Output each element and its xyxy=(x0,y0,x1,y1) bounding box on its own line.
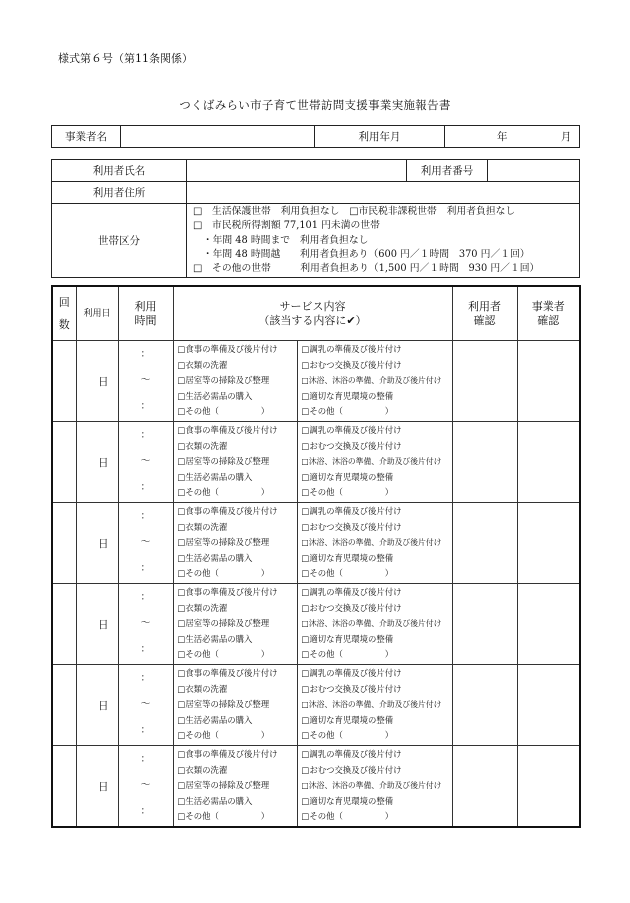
time-tilde: ～ xyxy=(140,780,151,791)
service-option[interactable]: □おむつ交換及び後片付け xyxy=(301,764,402,775)
category-line[interactable]: □ 生活保護世帯 利用負担なし □市民税非課税世帯 利用者負担なし xyxy=(193,206,516,217)
service-header-line: （該当する内容に✔） xyxy=(258,313,367,327)
service-option[interactable]: □沐浴、沐浴の準備、介助及び後片付け xyxy=(301,781,442,791)
time-start: ： xyxy=(140,430,151,441)
service-option[interactable]: □調乳の準備及び後片付け xyxy=(301,425,402,435)
service-option[interactable]: □沐浴、沐浴の準備、介助及び後片付け xyxy=(301,700,442,710)
service-option[interactable]: □おむつ交換及び後片付け xyxy=(301,683,402,694)
service-left-cell[interactable] xyxy=(173,746,297,828)
service-left-cell[interactable] xyxy=(173,341,297,422)
time-start: ： xyxy=(140,754,151,765)
service-row xyxy=(52,746,580,828)
service-option[interactable]: □調乳の準備及び後片付け xyxy=(301,587,402,597)
service-option[interactable]: □生活必需品の購入 xyxy=(177,714,253,725)
service-option[interactable]: □衣類の洗濯 xyxy=(177,764,228,775)
user-confirm-cell[interactable] xyxy=(452,746,517,828)
service-option[interactable]: □調乳の準備及び後片付け xyxy=(301,668,402,678)
time-start: ： xyxy=(140,592,151,603)
category-line[interactable]: □ その他の世帯 利用者負担あり（1,500 円／１時間 930 円／１回） xyxy=(193,263,540,275)
user-address-field[interactable] xyxy=(187,182,580,204)
service-option[interactable]: □その他（ ） xyxy=(177,811,270,822)
user-confirm-cell[interactable] xyxy=(452,341,517,422)
user-info-table xyxy=(51,159,580,278)
category-line: ・年間 48 時間まで 利用者負担なし xyxy=(193,234,369,246)
provider-name-label: 事業者名 xyxy=(52,126,121,148)
count-cell[interactable] xyxy=(52,422,76,503)
time-cell[interactable] xyxy=(118,341,173,422)
service-option[interactable]: □居室等の掃除及び整理 xyxy=(177,780,270,791)
service-option[interactable]: □沐浴、沐浴の準備、介助及び後片付け xyxy=(301,619,442,629)
month-unit: 月 xyxy=(560,131,572,143)
service-header-line: サービス内容 xyxy=(279,299,346,313)
service-option[interactable]: □居室等の掃除及び整理 xyxy=(177,699,270,710)
day-cell[interactable]: 日 xyxy=(76,341,118,422)
usage-month-label: 利用年月 xyxy=(315,126,445,148)
service-right-cell[interactable] xyxy=(297,584,452,665)
service-option[interactable]: □その他（ ） xyxy=(301,730,394,741)
service-option[interactable]: □その他（ ） xyxy=(301,487,394,498)
time-start: ： xyxy=(140,673,151,684)
service-option[interactable]: □適切な育児環境の整備 xyxy=(301,471,394,482)
household-category-label: 世帯区分 xyxy=(52,204,187,278)
household-category-options[interactable] xyxy=(187,204,580,278)
time-end: ： xyxy=(140,806,151,817)
provider-name-field[interactable] xyxy=(121,126,315,148)
service-option[interactable]: □その他（ ） xyxy=(301,811,394,822)
service-option[interactable]: □おむつ交換及び後片付け xyxy=(301,359,402,370)
service-option[interactable]: □その他（ ） xyxy=(301,568,394,579)
provider-confirm-cell[interactable] xyxy=(517,746,580,828)
provider-confirm-header-line: 事業者 xyxy=(531,299,565,313)
service-option[interactable]: □居室等の掃除及び整理 xyxy=(177,537,270,548)
service-option[interactable]: □生活必需品の購入 xyxy=(177,552,253,563)
service-option[interactable]: □沐浴、沐浴の準備、介助及び後片付け xyxy=(301,457,442,467)
time-cell[interactable] xyxy=(118,665,173,746)
service-right-cell[interactable] xyxy=(297,746,452,828)
user-address-label: 利用者住所 xyxy=(52,182,187,204)
service-option[interactable]: □調乳の準備及び後片付け xyxy=(301,749,402,759)
service-left-cell[interactable] xyxy=(173,422,297,503)
service-right-cell[interactable] xyxy=(297,665,452,746)
time-cell[interactable] xyxy=(118,584,173,665)
service-option[interactable]: □適切な育児環境の整備 xyxy=(301,795,394,806)
service-option[interactable]: □居室等の掃除及び整理 xyxy=(177,618,270,629)
service-option[interactable]: □衣類の洗濯 xyxy=(177,359,228,370)
time-header-line: 利用 xyxy=(134,299,157,313)
service-option[interactable]: □その他（ ） xyxy=(177,568,270,579)
service-row xyxy=(52,503,580,584)
day-cell[interactable]: 日 xyxy=(76,503,118,584)
service-row xyxy=(52,584,580,665)
time-header xyxy=(118,286,173,341)
provider-confirm-header xyxy=(517,286,580,341)
day-cell[interactable]: 日 xyxy=(76,422,118,503)
time-cell[interactable] xyxy=(118,503,173,584)
time-end: ： xyxy=(140,644,151,655)
service-option[interactable]: □適切な育児環境の整備 xyxy=(301,714,394,725)
time-end: ： xyxy=(140,563,151,574)
service-option[interactable]: □衣類の洗濯 xyxy=(177,683,228,694)
count-cell[interactable] xyxy=(52,584,76,665)
service-option[interactable]: □その他（ ） xyxy=(301,649,394,660)
service-option[interactable]: □適切な育児環境の整備 xyxy=(301,633,394,644)
provider-confirm-cell[interactable] xyxy=(517,665,580,746)
service-option[interactable]: □食事の準備及び後片付け xyxy=(177,749,278,759)
user-confirm-cell[interactable] xyxy=(452,665,517,746)
time-start: ： xyxy=(140,511,151,522)
user-name-label: 利用者氏名 xyxy=(52,160,187,182)
time-end: ： xyxy=(140,725,151,736)
service-option[interactable]: □食事の準備及び後片付け xyxy=(177,668,278,678)
service-option[interactable]: □衣類の洗濯 xyxy=(177,602,228,613)
service-option[interactable]: □食事の準備及び後片付け xyxy=(177,587,278,597)
service-row xyxy=(52,422,580,503)
service-option[interactable]: □その他（ ） xyxy=(301,406,394,417)
usage-month-field[interactable] xyxy=(445,126,580,148)
day-cell[interactable]: 日 xyxy=(76,584,118,665)
service-option[interactable]: □生活必需品の購入 xyxy=(177,795,253,806)
service-option[interactable]: □おむつ交換及び後片付け xyxy=(301,440,402,451)
service-option[interactable]: □調乳の準備及び後片付け xyxy=(301,506,402,516)
user-confirm-cell[interactable] xyxy=(452,422,517,503)
service-option[interactable]: □生活必需品の購入 xyxy=(177,471,253,482)
count-header-line: 回 xyxy=(58,295,70,309)
service-left-cell[interactable] xyxy=(173,503,297,584)
service-option[interactable]: □衣類の洗濯 xyxy=(177,440,228,451)
service-option[interactable]: □おむつ交換及び後片付け xyxy=(301,602,402,613)
time-tilde: ～ xyxy=(140,456,151,467)
category-line: ・年間 48 時間越 利用者負担あり（600 円／１時間 370 円／１回） xyxy=(193,248,530,260)
count-cell[interactable] xyxy=(52,503,76,584)
service-option[interactable]: □その他（ ） xyxy=(177,730,270,741)
service-option[interactable]: □調乳の準備及び後片付け xyxy=(301,344,402,354)
time-cell[interactable] xyxy=(118,746,173,828)
service-row xyxy=(52,665,580,746)
user-number-field[interactable] xyxy=(488,160,580,182)
provider-confirm-cell[interactable] xyxy=(517,422,580,503)
year-unit: 年 xyxy=(497,131,508,143)
service-left-cell[interactable] xyxy=(173,665,297,746)
count-cell[interactable] xyxy=(52,341,76,422)
service-option[interactable]: □その他（ ） xyxy=(177,406,270,417)
service-option[interactable]: □その他（ ） xyxy=(177,649,270,660)
time-end: ： xyxy=(140,482,151,493)
day-cell[interactable]: 日 xyxy=(76,746,118,828)
time-cell[interactable] xyxy=(118,422,173,503)
time-tilde: ～ xyxy=(140,375,151,386)
day-cell[interactable]: 日 xyxy=(76,665,118,746)
service-option[interactable]: □適切な育児環境の整備 xyxy=(301,390,394,401)
time-header-line: 時間 xyxy=(134,313,157,327)
form-number-label: 様式第６号（第11条関係） xyxy=(58,52,193,65)
service-option[interactable]: □おむつ交換及び後片付け xyxy=(301,521,402,532)
provider-confirm-cell[interactable] xyxy=(517,503,580,584)
provider-confirm-header-line: 確認 xyxy=(537,313,560,327)
category-line[interactable]: □ 市民税所得割額 77,101 円未満の世帯 xyxy=(193,220,380,232)
document-title: つくばみらい市子育て世帯訪問支援事業実施報告書 xyxy=(179,98,451,112)
time-tilde: ～ xyxy=(140,699,151,710)
time-start: ： xyxy=(140,349,151,360)
time-end: ： xyxy=(140,401,151,412)
user-confirm-header-line: 利用者 xyxy=(468,299,501,313)
day-header: 利用日 xyxy=(76,286,118,341)
count-cell[interactable] xyxy=(52,665,76,746)
time-tilde: ～ xyxy=(140,537,151,548)
service-option[interactable]: □居室等の掃除及び整理 xyxy=(177,375,270,386)
service-header xyxy=(173,286,452,341)
service-option[interactable]: □食事の準備及び後片付け xyxy=(177,506,278,516)
service-option[interactable]: □沐浴、沐浴の準備、介助及び後片付け xyxy=(301,376,442,386)
service-option[interactable]: □食事の準備及び後片付け xyxy=(177,425,278,435)
time-tilde: ～ xyxy=(140,618,151,629)
service-row xyxy=(52,341,580,422)
provider-confirm-cell[interactable] xyxy=(517,341,580,422)
service-option[interactable]: □生活必需品の購入 xyxy=(177,390,253,401)
user-confirm-cell[interactable] xyxy=(452,503,517,584)
user-number-label: 利用者番号 xyxy=(407,160,488,182)
service-option[interactable]: □居室等の掃除及び整理 xyxy=(177,456,270,467)
service-log-table xyxy=(51,285,581,828)
service-option[interactable]: □衣類の洗濯 xyxy=(177,521,228,532)
service-option[interactable]: □その他（ ） xyxy=(177,487,270,498)
count-header xyxy=(52,286,76,341)
provider-table xyxy=(51,125,580,148)
service-right-cell[interactable] xyxy=(297,341,452,422)
service-option[interactable]: □食事の準備及び後片付け xyxy=(177,344,278,354)
user-confirm-header-line: 確認 xyxy=(473,313,496,327)
service-left-cell[interactable] xyxy=(173,584,297,665)
service-option[interactable]: □沐浴、沐浴の準備、介助及び後片付け xyxy=(301,538,442,548)
user-confirm-header xyxy=(452,286,517,341)
service-right-cell[interactable] xyxy=(297,503,452,584)
count-cell[interactable] xyxy=(52,746,76,828)
provider-confirm-cell[interactable] xyxy=(517,584,580,665)
user-confirm-cell[interactable] xyxy=(452,584,517,665)
user-name-field[interactable] xyxy=(187,160,407,182)
service-right-cell[interactable] xyxy=(297,422,452,503)
service-option[interactable]: □適切な育児環境の整備 xyxy=(301,552,394,563)
service-option[interactable]: □生活必需品の購入 xyxy=(177,633,253,644)
count-header-line: 数 xyxy=(58,317,70,331)
